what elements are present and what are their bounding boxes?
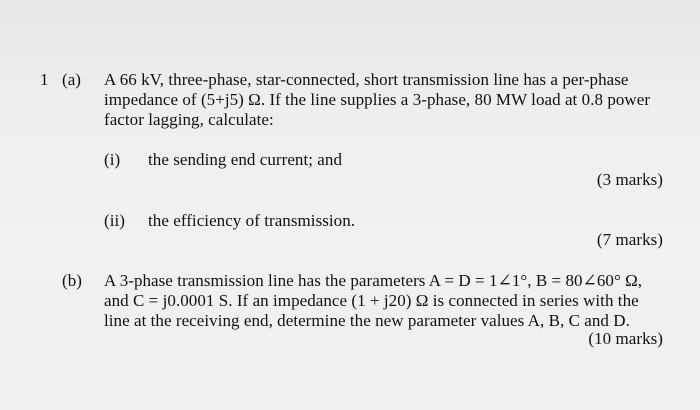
part-a-text <box>104 70 650 130</box>
sub-ii-text: the efficiency of transmission. <box>148 211 356 230</box>
question-number: 1 <box>40 70 49 89</box>
part-a-line-2: impedance of (5+j5) Ω. If the line supplies a 3-phase, 80 MW load at 0.8 power <box>104 90 651 109</box>
sub-i-text: the sending end current; and <box>148 150 343 169</box>
part-a-line-1: A 66 kV, three-phase, star-connected, short transmission line has a per-phase <box>104 70 629 89</box>
part-b-line-1: A 3-phase transmission line has the parameters A = D = 1∠1°, B = 80∠60° Ω, <box>104 271 643 290</box>
part-b-line-3: line at the receiving end, determine the new parameter values A, B, C and D. <box>104 311 630 330</box>
sub-ii-marks: (7 marks) <box>596 230 663 249</box>
sub-i-marks: (3 marks) <box>596 170 663 189</box>
sub-ii-label: (ii) <box>104 211 125 230</box>
part-a-label: (a) <box>62 70 82 89</box>
part-b-label: (b) <box>62 271 82 290</box>
part-b-marks: (10 marks) <box>588 329 663 348</box>
part-b-line-2: and C = j0.0001 S. If an impedance (1 + j20) Ω is connected in series with the <box>104 291 639 310</box>
sub-i-label: (i) <box>104 150 121 169</box>
part-b-text <box>104 271 642 331</box>
part-a-line-3: factor lagging, calculate: <box>104 110 274 129</box>
